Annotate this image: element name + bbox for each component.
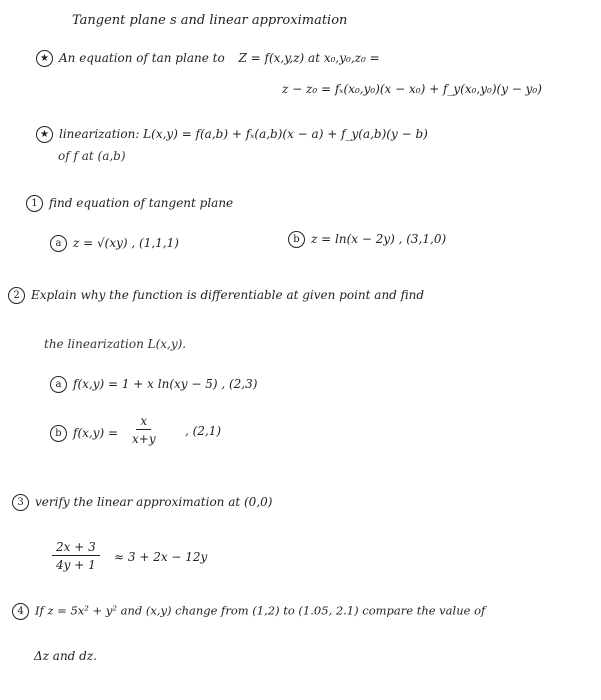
question-1a-text: z = √(xy) , (1,1,1) (73, 236, 179, 250)
question-3-fraction (52, 540, 100, 572)
fraction-denominator: 4y + 1 (56, 558, 96, 572)
tangent-plane-condition: Z = f(x,y,z) at x₀,y₀,z₀ = (238, 51, 380, 65)
question-1 (26, 195, 233, 212)
star-marker: ★ (36, 50, 53, 67)
question-number: 4 (12, 603, 29, 620)
question-2a (50, 376, 257, 393)
part-label: a (50, 376, 67, 393)
question-number: 1 (26, 195, 43, 212)
fraction-numerator: x (136, 414, 151, 430)
question-2b-fraction (132, 414, 156, 446)
linearization-formula (36, 126, 428, 143)
question-3-rhs: ≈ 3 + 2x − 12y (114, 550, 208, 564)
question-2a-text: f(x,y) = 1 + x ln(xy − 5) , (2,3) (73, 377, 258, 391)
question-2-text: Explain why the function is differentiable at given point and find (31, 288, 425, 302)
linearization-text: linearization: L(x,y) = f(a,b) + fₓ(a,b)(x − a) + f_y(a,b)(y − b) (59, 127, 428, 141)
question-2b-point: , (2,1) (185, 424, 222, 438)
part-label: b (50, 425, 67, 442)
question-1b-text: z = ln(x − 2y) , (3,1,0) (311, 232, 447, 246)
star-marker: ★ (36, 126, 53, 143)
question-number: 3 (12, 494, 29, 511)
question-1-text: find equation of tangent plane (49, 196, 234, 210)
question-2 (8, 287, 424, 304)
fraction-numerator: 2x + 3 (52, 540, 100, 556)
question-2b (50, 425, 118, 442)
page-title: Tangent plane s and linear approximation (72, 13, 348, 28)
question-1a (50, 235, 179, 252)
part-label: b (288, 231, 305, 248)
question-4 (12, 603, 485, 620)
linearization-subtext: of f at (a,b) (58, 149, 126, 163)
question-3-text: verify the linear approximation at (0,0) (35, 495, 273, 509)
tangent-plane-label: An equation of tan plane to (59, 51, 225, 65)
question-4-text: If z = 5x² + y² and (x,y) change from (1,2) to (1.05, 2.1) compare the value of (35, 603, 486, 618)
tangent-plane-formula: z − z₀ = fₓ(x₀,y₀)(x − x₀) + f_y(x₀,y₀)(y − y₀) (282, 82, 542, 96)
question-number: 2 (8, 287, 25, 304)
question-2b-lhs: f(x,y) = (73, 426, 119, 440)
question-3 (12, 494, 272, 511)
fraction-denominator: x+y (132, 432, 156, 446)
question-2-text-continued: the linearization L(x,y). (44, 337, 187, 351)
question-1b (288, 231, 446, 248)
question-4-text-continued: Δz and dz. (34, 649, 97, 663)
tangent-plane-statement (36, 50, 380, 67)
part-label: a (50, 235, 67, 252)
